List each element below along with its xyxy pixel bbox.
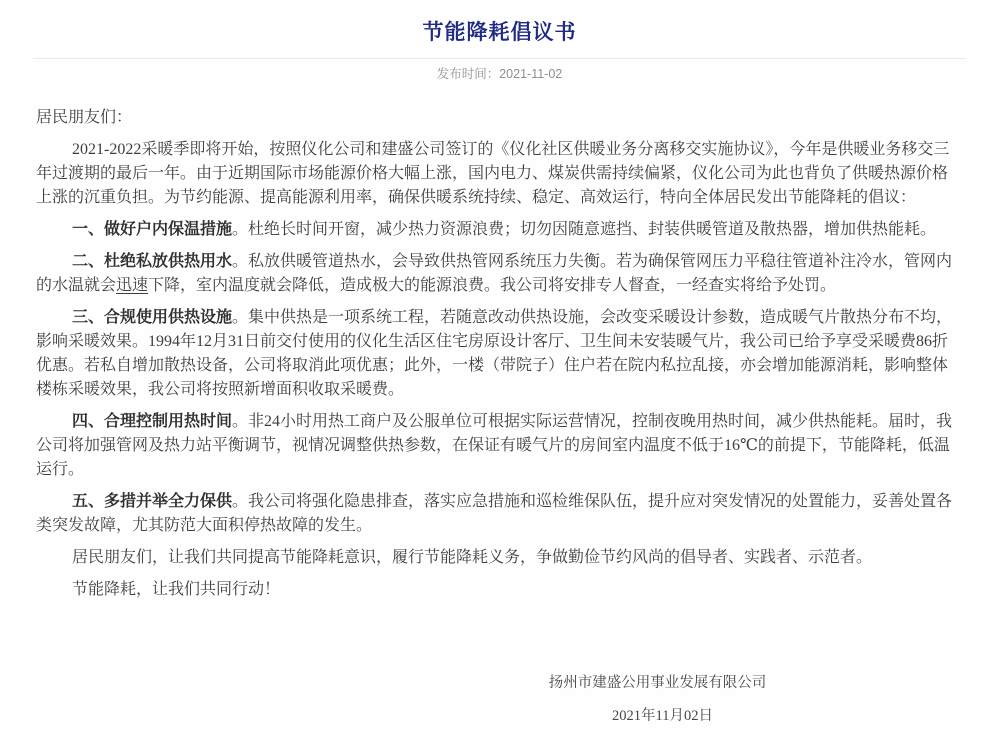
page-title: 节能降耗倡议书 <box>422 21 577 44</box>
item-heading: 五、多措并举全力保供 <box>72 493 233 510</box>
publish-time: 发布时间：2021-11-02 <box>436 67 563 81</box>
item-heading: 三、合规使用供热设施 <box>72 309 233 326</box>
paragraph <box>36 306 963 402</box>
paragraph <box>36 106 963 130</box>
text-segment: 迅速 <box>116 277 149 294</box>
paragraph <box>36 250 963 298</box>
text-segment: 节能降耗，让我们共同行动！ <box>72 581 281 598</box>
document-body <box>36 106 963 602</box>
text-segment: 2021-2022采暖季即将开始，按照仪化公司和建盛公司签订的《仪化社区供暖业务分离移交实施协议》，今年是供暖业务移交三年过渡期的最后一年。由于近期国际市场能源价格大幅上涨，国内电力、煤炭供需持续偏紧，仪化公司为此也背负了供暖热源价格上涨的沉重负担。为节约能源、提高能源利用率，确保供暖系统持续、稳定、高效运行，特向全体居民发出节能降耗的倡议： <box>36 141 950 206</box>
paragraph <box>36 578 963 602</box>
text-segment: 居民朋友们，让我们共同提高节能降耗意识，履行节能降耗义务，争做勤俭节约风尚的倡导者、实践者、示范者。 <box>72 549 873 566</box>
text-segment: 。我公司将强化隐患排查，落实应急措施和巡检维保队伍，提升应对突发情况的处置能力，妥善处置各类突发故障，尤其防范大面积停热故障的发生。 <box>36 493 953 534</box>
title-divider <box>33 58 966 59</box>
signature-date: 2021年11月02日 <box>612 708 713 724</box>
item-heading: 一、做好户内保温措施 <box>72 221 233 238</box>
paragraph <box>36 218 963 242</box>
text-segment: 下降，室内温度就会降低，造成极大的能源浪费。我公司将安排专人督查，一经查实将给予处罚。 <box>148 277 837 294</box>
paragraph <box>36 546 963 570</box>
text-segment: 。非24小时用热工商户及公服单位可根据实际运营情况，控制夜晚用热时间，减少供热能耗。届时，我公司将加强管网及热力站平衡调节，视情况调整供热参数，在保证有暖气片的房间室内温度不低于16℃的前提下，节能降耗，低温运行。 <box>36 413 953 478</box>
text-segment: 。私放供暖管道热水，会导致供热管网系统压力失衡。若为确保管网压力平稳往管道补注冷水，管网内的水温就会 <box>36 253 953 294</box>
paragraph <box>36 138 963 210</box>
paragraph <box>36 410 963 482</box>
signature-company: 扬州市建盛公用事业发展有限公司 <box>548 675 767 691</box>
paragraph <box>36 490 963 538</box>
item-heading: 二、杜绝私放供热用水 <box>72 253 233 270</box>
text-segment: 。集中供热是一项系统工程，若随意改动供热设施，会改变采暖设计参数，造成暖气片散热分布不均，影响采暖效果。1994年12月31日前交付使用的仪化生活区住宅房原设计客厅、卫生间未安装暖气片，我公司已给予享受采暖费86折优惠。若私自增加散热设备，公司将取消此项优惠；此外，一楼（带院子）住户若在院内私拉乱接，亦会增加能源消耗，影响整体楼栋采暖效果，我公司将按照新增面积收取采暖费。 <box>36 309 953 398</box>
text-segment: 居民朋友们： <box>36 109 133 126</box>
text-segment: 。杜绝长时间开窗，减少热力资源浪费；切勿因随意遮挡、封装供暖管道及散热器，增加供热能耗。 <box>232 221 937 238</box>
item-heading: 四、合理控制用热时间 <box>72 413 233 430</box>
